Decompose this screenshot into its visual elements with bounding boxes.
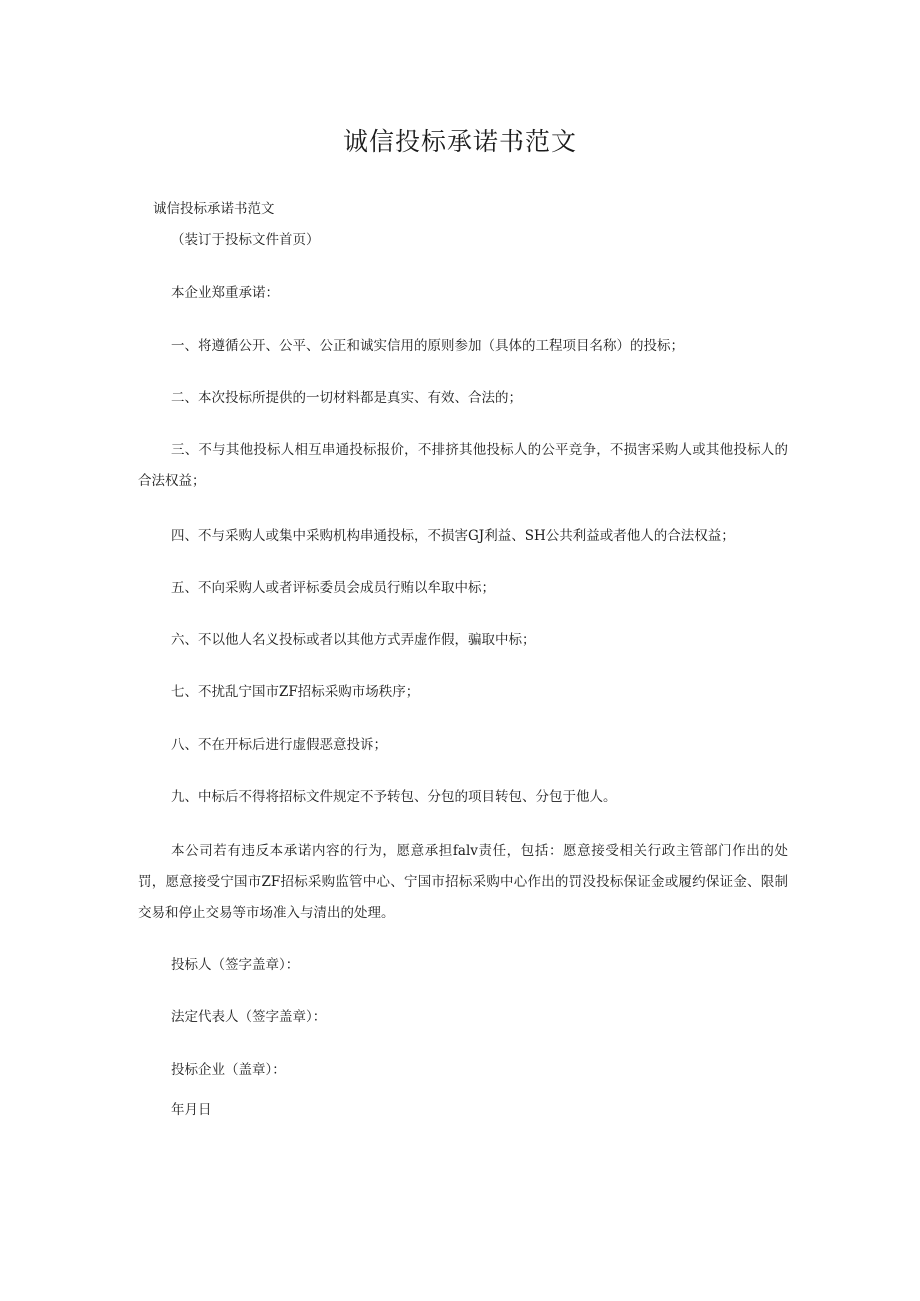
commitment-item-7: 七、不扰乱宁国市ZF招标采购市场秩序； (171, 684, 420, 700)
signature-legal-rep: 法定代表人（签字盖章）： (171, 1009, 327, 1025)
commitment-item-6: 六、不以他人名义投标或者以其他方式弄虚作假，骗取中标； (171, 632, 536, 648)
commitment-item-9: 九、中标后不得将招标文件规定不予转包、分包的项目转包、分包于他人。 (171, 789, 617, 805)
signature-date: 年月日 (171, 1102, 212, 1118)
document-subtitle: 诚信投标承诺书范文 (153, 201, 275, 217)
signature-bidder: 投标人（签字盖章）： (171, 957, 300, 973)
document-title: 诚信投标承诺书范文 (342, 127, 577, 156)
commitment-item-8: 八、不在开标后进行虚假恶意投诉； (171, 737, 387, 753)
commitment-item-1: 一、将遵循公开、公平、公正和诚实信用的原则参加（具体的工程项目名称）的投标； (171, 338, 684, 354)
binding-note: （装订于投标文件首页） (171, 232, 320, 248)
signature-company: 投标企业（盖章）： (171, 1062, 286, 1078)
intro-text: 本企业郑重承诺： (171, 285, 279, 301)
commitment-item-4: 四、不与采购人或集中采购机构串通投标，不损害GJ利益、SH公共利益或者他人的合法权益； (171, 528, 735, 544)
closing-paragraph: 本公司若有违反本承诺内容的行为，愿意承担falv责任，包括：愿意接受相关行政主管部门作出的处罚，愿意接受宁国市ZF招标采购监管中心、宁国市招标采购中心作出的罚没投标保证金或履约保证金、限制交易和停止交易等市场准入与清出的处理。 (138, 843, 788, 921)
commitment-item-2: 二、本次投标所提供的一切材料都是真实、有效、合法的； (171, 390, 522, 406)
commitment-item-3: 三、不与其他投标人相互串通投标报价，不排挤其他投标人的公平竞争，不损害采购人或其他投标人的合法权益； (138, 442, 788, 489)
commitment-item-5: 五、不向采购人或者评标委员会成员行贿以牟取中标； (171, 580, 495, 596)
